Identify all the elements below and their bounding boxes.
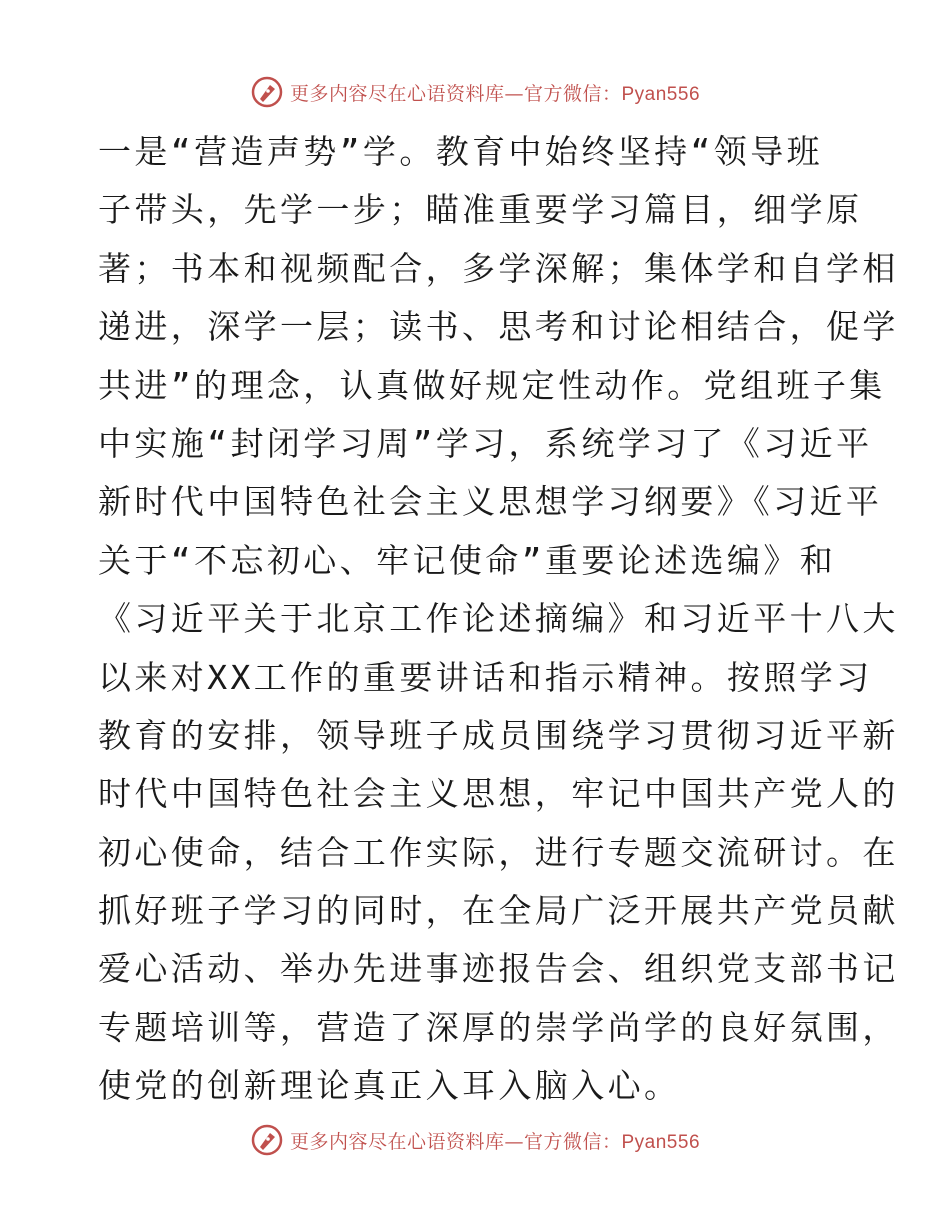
- paragraph-line: 爱心活动、举办先进事迹报告会、组织党支部书记: [98, 949, 899, 989]
- paragraph-line: 专题培训等，营造了深厚的崇学尚学的良好氛围，: [98, 1007, 899, 1047]
- paragraph-line: 使党的创新理论真正入耳入脑入心。: [98, 1066, 681, 1106]
- paragraph-line: 中实施“封闭学习周”学习，系统学习了《习近平: [98, 423, 873, 463]
- paragraph-line: 递进，深学一层；读书、思考和讨论相结合，促学: [98, 307, 899, 347]
- paragraph-line: 著；书本和视频配合，多学深解；集体学和自学相: [98, 248, 899, 288]
- header-watermark: [0, 72, 950, 112]
- pen-nib-logo-icon: [250, 75, 284, 109]
- watermark-text: 更多内容尽在心语资料库—官方微信：Pyan556: [289, 82, 701, 105]
- paragraph-line: 新时代中国特色社会主义思想学习纲要》《习近平: [98, 482, 883, 522]
- paragraph-line: 抓好班子学习的同时，在全局广泛开展共产党员献: [98, 891, 899, 931]
- paragraph-line: 时代中国特色社会主义思想，牢记中国共产党人的: [98, 774, 899, 814]
- paragraph-line: 初心使命，结合工作实际，进行专题交流研讨。在: [98, 832, 899, 872]
- paragraph-line: 关于“不忘初心、牢记使命”重要论述选编》和: [98, 540, 837, 580]
- paragraph-line: 子带头，先学一步；瞄准重要学习篇目，细学原: [98, 190, 863, 230]
- paragraph-line: 《习近平关于北京工作论述摘编》和习近平十八大: [98, 599, 899, 639]
- paragraph-line: 以来对XX工作的重要讲话和指示精神。按照学习: [98, 657, 873, 697]
- paragraph-line: 教育的安排，领导班子成员围绕学习贯彻习近平新: [98, 715, 899, 755]
- paragraph-line: 共进”的理念，认真做好规定性动作。党组班子集: [98, 365, 886, 405]
- pen-nib-logo-icon: [250, 1123, 284, 1157]
- document-paragraph: [98, 123, 899, 1116]
- watermark-text: 更多内容尽在心语资料库—官方微信：Pyan556: [289, 1130, 701, 1153]
- paragraph-line: 一是“营造声势”学。教育中始终坚持“领导班: [98, 132, 824, 171]
- footer-watermark: [0, 1120, 950, 1160]
